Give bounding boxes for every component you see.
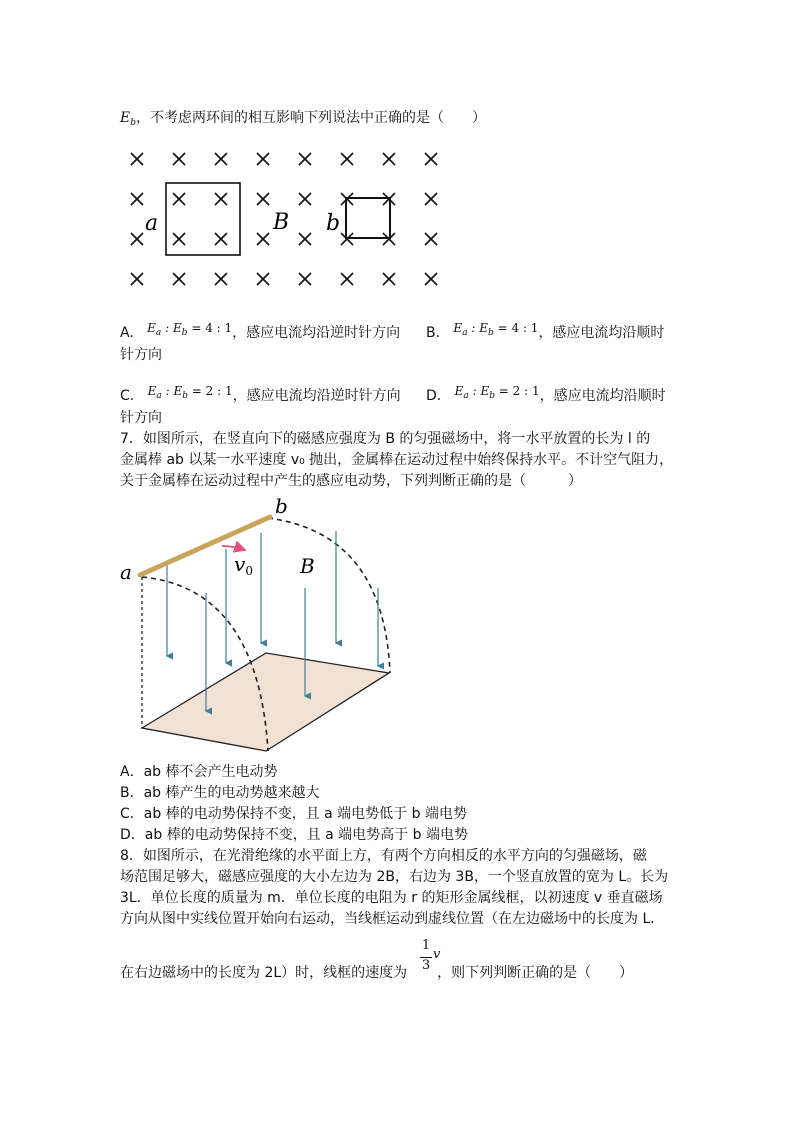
q6-opt-d-ratio: $E_a$ : $E_b = 2$ : 1 — [454, 384, 540, 401]
q6-option-d — [426, 381, 666, 406]
q6-opt-d-text: ，感应电流均沿顺时 — [539, 388, 666, 404]
fig6-label-a: a — [145, 211, 159, 236]
q6-lead-sub: b — [130, 118, 136, 128]
q6-opt-b-text: ，感应电流均沿顺时 — [538, 325, 665, 341]
q6-opt-b-ratio: $E_a$ : $E_b = 4$ : 1 — [453, 321, 539, 338]
fig6-label-b: b — [326, 211, 341, 236]
q6-opt-c-letter: C. — [120, 388, 135, 404]
q6-lead — [120, 108, 486, 133]
q7-option-d: D．ab 棒的电动势保持不变，且 a 端电势高于 b 端电势 — [120, 827, 468, 843]
q8-line-3: 3L．单位长度的质量为 m．单位长度的电阻为 r 的矩形金属线框，以初速度 v 垂直磁场 — [120, 890, 663, 906]
q7-line-3: 关于金属棒在运动过程中产生的感应电动势，下列判断正确的是（ ） — [120, 473, 582, 489]
q6-opt-c-text: ，感应电流均沿逆时针方向 — [232, 388, 401, 404]
fig7-label-a: a — [120, 560, 132, 584]
fig7-label-b: b — [275, 494, 288, 518]
q8-line-5 — [120, 963, 633, 983]
q7-figure — [118, 493, 408, 761]
q6-opt-a-text: ，感应电流均沿逆时针方向 — [232, 325, 401, 341]
q7-line-2: 金属棒 ab 以某一水平速度 v₀ 抛出，金属棒在运动过程中始终保持水平。不计空气阻力， — [120, 452, 674, 468]
q6-option-c — [120, 381, 401, 406]
loop-a — [166, 183, 240, 255]
q6-option-b — [426, 318, 664, 343]
q6-option-d-wrap: 针方向 — [120, 410, 162, 426]
q8-frac-num: 1 — [421, 938, 431, 953]
q8-line-1: 8．如图所示，在光滑绝缘的水平面上方，有两个方向相反的水平方向的匀强磁场，磁 — [120, 848, 647, 864]
trajectory-arc-b — [268, 518, 390, 673]
floor-plane — [142, 653, 389, 751]
q8-frac-den: 3 — [421, 958, 431, 973]
q7-line-1: 7．如图所示，在竖直向下的磁感应强度为 B 的匀强磁场中，将一水平放置的长为 l 的 — [120, 431, 651, 447]
q8-line-2: 场范围足够大，磁感应强度的大小左边为 2B，右边为 3B，一个竖直放置的宽为 L。长为 — [120, 869, 669, 885]
q6-opt-b-letter: B. — [426, 325, 441, 341]
q7-option-a: A．ab 棒不会产生电动势 — [120, 764, 278, 780]
q6-lead-text: ，不考虑两环间的相互影响下列说法中正确的是（ ） — [136, 110, 486, 126]
q6-opt-a-letter: A. — [120, 325, 134, 341]
q8-line-5-end: ，则下列判断正确的是（ ） — [437, 965, 634, 981]
fig6-label-B: B — [273, 210, 290, 235]
q6-opt-a-ratio: $E_a$ : $E_b = 4$ : 1 — [147, 321, 233, 338]
q6-opt-d-letter: D. — [426, 388, 442, 404]
q8-line-4: 方向从图中实线位置开始向右运动，当线框运动到虚线位置（在左边磁场中的长度为 L． — [120, 911, 665, 927]
q6-figure — [120, 145, 450, 295]
q7-option-b: B．ab 棒产生的电动势越来越大 — [120, 785, 320, 801]
q6-opt-c-ratio: $E_a$ : $E_b = 2$ : 1 — [147, 384, 233, 401]
q7-option-c: C．ab 棒的电动势保持不变，且 a 端电势低于 b 端电势 — [120, 806, 467, 822]
q8-frac-var: v — [433, 947, 441, 962]
q6-option-a — [120, 318, 400, 343]
q8-line-5-text: 在右边磁场中的长度为 2L）时，线框的速度为 — [120, 965, 408, 981]
q6-lead-var: E — [120, 110, 131, 126]
fig7-label-B: B — [300, 554, 315, 578]
q6-option-b-wrap: 针方向 — [120, 347, 162, 363]
fig7-label-v: $v_0$ — [234, 552, 253, 578]
